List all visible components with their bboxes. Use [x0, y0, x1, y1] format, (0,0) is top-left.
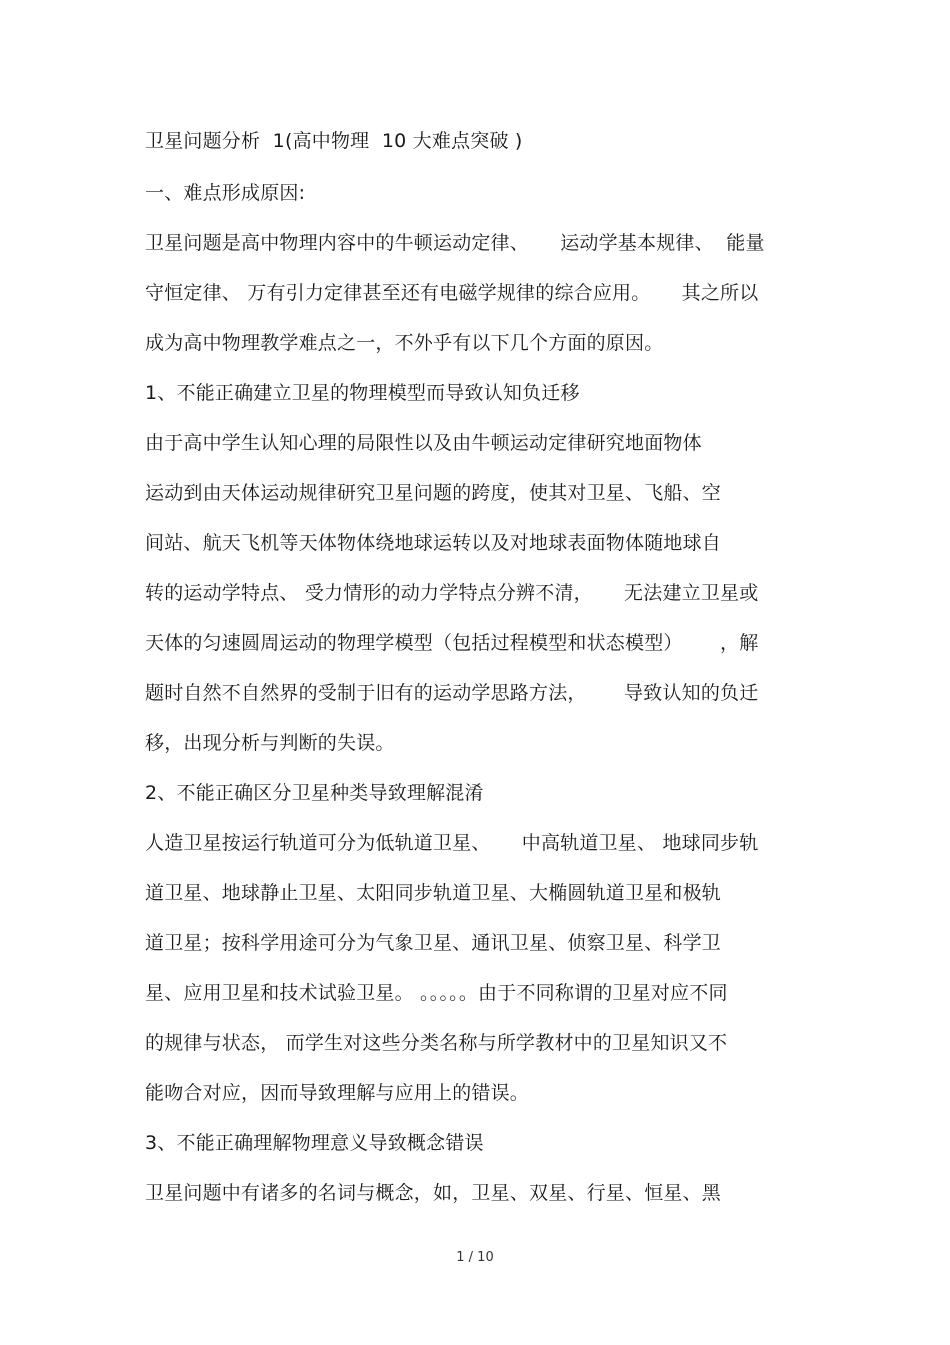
paragraph-line: 间站、航天飞机等天体物体绕地球运转以及对地球表面物体随地球自	[145, 532, 722, 554]
paragraph-line: 运动到由天体运动规律研究卫星问题的跨度，使其对卫星、飞船、空	[145, 482, 722, 504]
paragraph-line: 移，出现分析与判断的失误。	[145, 732, 395, 754]
paragraph-line: 的规律与状态， 而学生对这些分类名称与所学教材中的卫星知识又不	[145, 1032, 728, 1054]
paragraph-line: 星、应用卫星和技术试验卫星。 。。。。。由于不同称谓的卫星对应不同	[145, 982, 728, 1004]
paragraph-line: 道卫星、地球静止卫星、太阳同步轨道卫星、大椭圆轨道卫星和极轨	[145, 882, 722, 904]
paragraph-line: 由于高中学生认知心理的局限性以及由牛顿运动定律研究地面物体	[145, 432, 702, 454]
section-heading: 一、难点形成原因:	[145, 182, 306, 204]
subsection-heading: 3、不能正确理解物理意义导致概念错误	[145, 1132, 484, 1154]
paragraph-line: 卫星问题中有诸多的名词与概念，如，卫星、双星、行星、恒星、黑	[145, 1182, 722, 1204]
paragraph-line: 题时自然不自然界的受制于旧有的运动学思路方法， 导致认知的负迁	[145, 682, 759, 704]
subsection-heading: 2、不能正确区分卫星种类导致理解混淆	[145, 782, 484, 804]
paragraph-line: 成为高中物理教学难点之一，不外乎有以下几个方面的原因。	[145, 332, 664, 354]
paragraph-line: 能吻合对应，因而导致理解与应用上的错误。	[145, 1082, 530, 1104]
paragraph-line: 卫星问题是高中物理内容中的牛顿运动定律、 运动学基本规律、 能量	[145, 232, 765, 254]
paragraph-line: 人造卫星按运行轨道可分为低轨道卫星、 中高轨道卫星、 地球同步轨	[145, 832, 759, 854]
page-number: 1 / 10	[456, 1250, 494, 1265]
paragraph-line: 守恒定律、 万有引力定律甚至还有电磁学规律的综合应用。 其之所以	[145, 282, 759, 304]
document-title: 卫星问题分析 1(高中物理 10 大难点突破 )	[145, 130, 523, 152]
paragraph-line: 道卫星；按科学用途可分为气象卫星、通讯卫星、侦察卫星、科学卫	[145, 932, 722, 954]
subsection-heading: 1、不能正确建立卫星的物理模型而导致认知负迁移	[145, 382, 580, 404]
paragraph-line: 转的运动学特点、 受力情形的动力学特点分辨不清， 无法建立卫星或	[145, 582, 759, 604]
paragraph-line: 天体的匀速圆周运动的物理学模型（包括过程模型和状态模型） ，解	[145, 632, 759, 654]
